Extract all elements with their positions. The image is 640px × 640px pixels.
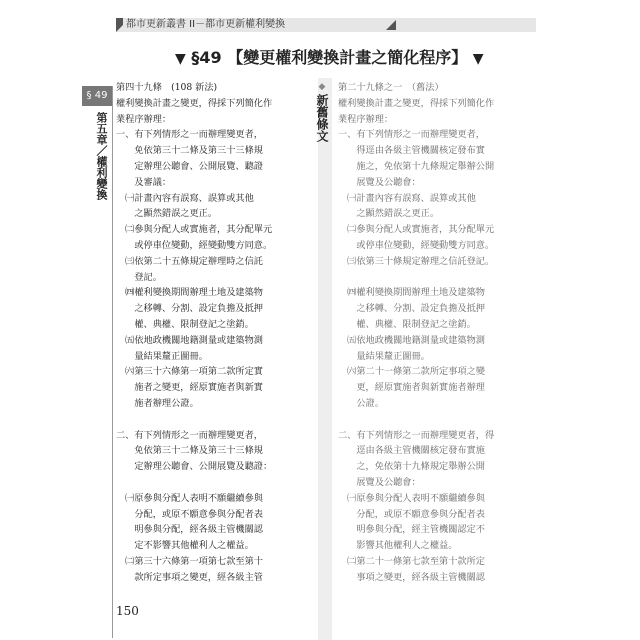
text-line [116,412,312,428]
text-line: 之顯然錯誤之更正。 [116,208,218,220]
text-line: 展覽及公聽會： [338,176,421,188]
text-line: 定辦理公聽會、公開展覽及聽證： [116,461,273,473]
header-right-triangle-icon [386,20,396,30]
text-line: 公證。 [338,397,384,409]
text-line [116,475,312,491]
text-line: 登記。 [116,271,162,283]
text-line: 及審議： [116,176,172,188]
text-line: ㈢依第二十五條規定辦理時之信託 [116,255,263,267]
text-line: 款所定事項之變更，經各級主管 [116,571,263,583]
text-line [338,412,534,428]
text-line: 影響其他權利人之權益。 [338,540,458,552]
text-line: 之顯然錯誤之更正。 [338,208,440,220]
text-line: ㈤依地政機關地籍測量或建築物測 [116,334,263,346]
chapter-divider [112,86,113,638]
text-line: ㈣權利變換期間辦理土地及建築物 [338,287,485,299]
text-line: 權、典權、限制登記之塗銷。 [338,318,476,330]
text-line: 展覽及公聽會： [338,476,421,488]
text-line: ㈣權利變換期間辦理土地及建築物 [116,287,263,299]
middle-label [312,80,332,145]
text-line: 更，經原實施者與新實施者辦理 [338,382,485,394]
text-line: 一、有下列情形之一而辦理變更者， [116,129,263,141]
text-line: ㈠原參與分配人表明不願繼續參與 [116,492,263,504]
text-line: 權利變換計畫之變更，得採下列簡化作 [116,97,273,109]
old-law-heading: 第二十九條之一 （舊法） [338,82,444,93]
text-line: 免依第三十二條及第三十三條規 [116,145,263,157]
text-line: ㈡參與分配人或實施者，其分配單元 [116,224,273,236]
text-line: 之移轉、分割、設定負擔及抵押 [338,303,485,315]
text-line: 明參與分配，經主管機關認定不 [338,524,485,536]
text-line: 之，免依第十九條規定舉辦公開 [338,461,485,473]
down-triangle-icon: ▼ [175,51,186,67]
old-law-column [338,80,534,586]
text-line: 分配，或原不願意參與分配者表 [116,508,263,520]
text-line: 權利變換計畫之變更，得採下列簡化作 [338,97,495,109]
chapter-label: 第五章／權利變換 [95,112,108,200]
text-line: 業程序辦理： [116,113,172,125]
text-line: ㈠計畫內容有誤寫、誤算或其他 [116,192,254,204]
text-line: 一、有下列情形之一而辦理變更者， [338,129,485,141]
text-line: ㈥第二十一條第二款所定事項之變 [338,366,485,378]
header-left-triangle-icon [116,18,123,32]
text-line: 二、有下列情形之一而辦理變更者， [116,429,263,441]
text-line: 定不影響其他權利人之權益。 [116,540,254,552]
side-tab: § 49 [82,86,112,106]
text-line: 或停車位變動，經變動雙方同意。 [116,239,273,251]
new-law-text [116,96,312,586]
text-line: 分配，或原不願意參與分配者表 [338,508,485,520]
new-law-column [116,80,312,586]
text-line: ㈡參與分配人或實施者，其分配單元 [338,224,495,236]
text-line: 之移轉、分割、設定負擔及抵押 [116,303,263,315]
text-line: ㈢依第三十條規定辦理之信託登記。 [338,255,495,267]
text-line: ㈠計畫內容有誤寫、誤算或其他 [338,192,476,204]
running-header [116,18,536,32]
new-law-heading: 第四十九條 (108 新法) [116,82,218,93]
text-line: 得逕由各級主管機關核定發布實 [338,145,485,157]
text-line: 二、有下列情形之一而辦理變更者，得 [338,429,495,441]
text-line [338,270,534,286]
middle-label-text: 新舊條文 [315,94,329,142]
running-title: 都市更新叢書 II－都市更新權利變換 [126,19,286,30]
text-line: 施者辦理公證。 [116,397,199,409]
section-title-text: §49 【變更權利變換計畫之簡化程序】 [191,48,468,67]
text-line: ㈥第三十六條第一項第二款所定實 [116,366,263,378]
text-line: 免依第三十二條及第三十三條規 [116,445,263,457]
text-line: 事項之變更，經各級主管機關認 [338,571,485,583]
down-triangle-icon: ▼ [472,51,484,67]
text-line: 逕由各級主管機關核定發布實施 [338,445,485,457]
text-line: 量結果釐正圖冊。 [338,350,430,362]
text-line: 定辦理公聽會、公開展覽、聽證 [116,160,263,172]
text-line: 明參與分配，經各級主管機關認 [116,524,263,536]
old-law-text [338,96,534,586]
text-line: ㈤依地政機關地籍測量或建築物測 [338,334,485,346]
section-title [175,42,484,74]
text-line: 業程序辦理： [338,113,394,125]
text-line: ㈡第三十六條第一項第七款至第十 [116,555,263,567]
diamond-icon: ◆ [318,82,326,92]
text-line: 施之，免依第十九條規定舉辦公開 [338,160,495,172]
text-line: 施者之變更，經原實施者與新實 [116,382,263,394]
middle-divider [318,78,332,640]
text-line: ㈡第二十一條第七款至第十款所定 [338,555,485,567]
page-number: 150 [116,604,139,618]
text-line: 量結果釐正圖冊。 [116,350,208,362]
text-line: ㈠原參與分配人表明不願繼續參與 [338,492,485,504]
text-line: 或停車位變動，經變動雙方同意。 [338,239,495,251]
text-line: 權、典權、限制登記之塗銷。 [116,318,254,330]
